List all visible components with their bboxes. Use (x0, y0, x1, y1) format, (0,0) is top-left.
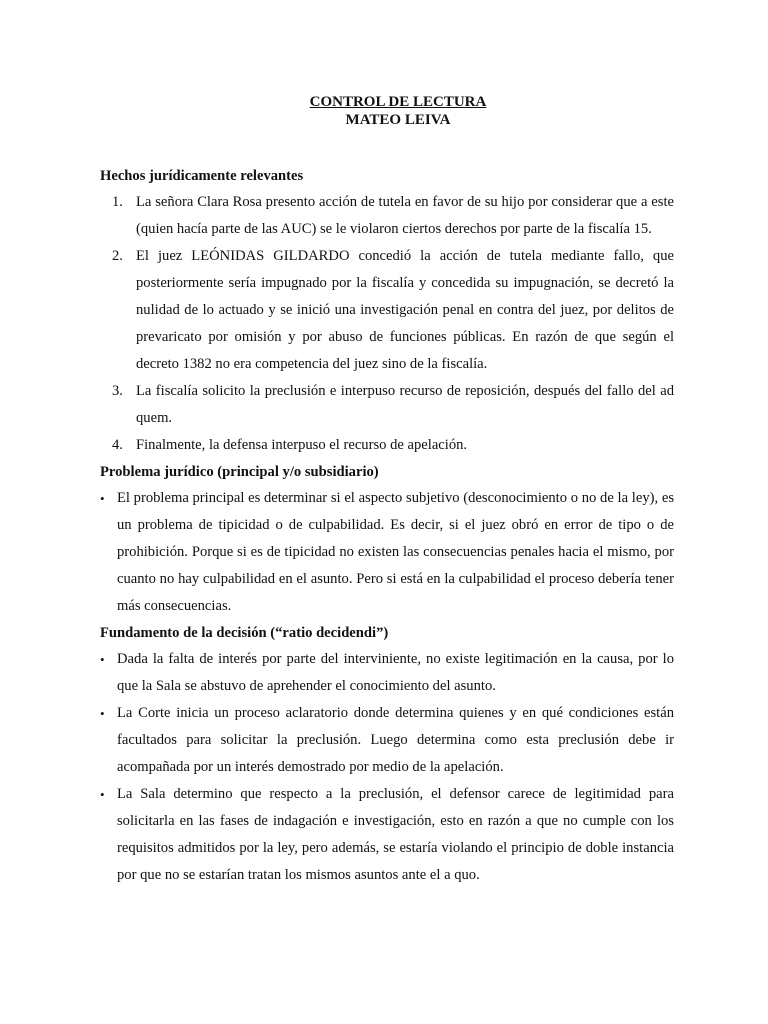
list-item (100, 378, 674, 432)
list-item-text: Dada la falta de interés por parte del interviniente, no existe legitimación en la causa, por lo que la Sala se abstuvo de aprehender el conocimiento del asunto. (117, 651, 674, 694)
list-item (100, 432, 674, 459)
title-line-2: MATEO LEIVA (345, 112, 451, 128)
list-item (100, 189, 674, 243)
bullet-icon: • (100, 652, 105, 667)
section-heading-hechos: Hechos jurídicamente relevantes (100, 168, 304, 184)
list-number: 1. (112, 194, 123, 210)
list-item-text: La Corte inicia un proceso aclaratorio donde determina quienes y en qué condiciones están facultados para solicitar la preclusión. Luego determina como esta preclusión debe ir acompañada por un interés demostrado por medio de la apelación. (117, 705, 674, 775)
document-body (100, 163, 674, 889)
list-item (100, 646, 674, 700)
bullet-icon: • (100, 491, 105, 506)
list-item-text: La fiscalía solicito la preclusión e interpuso recurso de reposición, después del fallo del ad quem. (136, 383, 674, 426)
list-number: 2. (112, 248, 123, 264)
list-item-text: Finalmente, la defensa interpuso el recurso de apelación. (136, 437, 468, 453)
bullet-icon: • (100, 787, 105, 802)
list-item (100, 485, 674, 620)
list-item (100, 243, 674, 378)
list-item-text: La Sala determino que respecto a la preclusión, el defensor carece de legitimidad para solicitarla en las fases de indagación e investigación, esto en razón a que no cumple con los requisitos admitidos por la ley, pero además, se estaría violando el principio de doble instancia por que no se estarían tratan los mismos asuntos ante el a quo. (117, 786, 674, 883)
list-item (100, 700, 674, 781)
document-title (0, 93, 768, 129)
fundamento-list (100, 646, 674, 889)
list-number: 3. (112, 383, 123, 399)
bullet-icon: • (100, 706, 105, 721)
hechos-list (100, 189, 674, 459)
list-item-text: El problema principal es determinar si el aspecto subjetivo (desconocimiento o no de la ley), es un problema de tipicidad o de culpabilidad. Es decir, si el juez obró en error de tipo o de prohibición. Porque si es de tipicidad no existen las consecuencias penales hacia el mismo, por cuanto no hay culpabilidad en el asunto. Pero si está en la culpabilidad el proceso debería tener más consecuencias. (117, 490, 674, 614)
list-item-text: El juez LEÓNIDAS GILDARDO concedió la acción de tutela mediante fallo, que posteriormente sería impugnado por la fiscalía y concedida su impugnación, se decretó la nulidad de lo actuado y se inició una investigación penal en contra del juez, por delitos de prevaricato por omisión y por abuso de funciones públicas. En razón de que según el decreto 1382 no era competencia del juez sino de la fiscalía. (136, 248, 674, 372)
section-heading-problema: Problema jurídico (principal y/o subsidiario) (100, 464, 379, 480)
list-item-text: La señora Clara Rosa presento acción de tutela en favor de su hijo por considerar que a este (quien hacía parte de las AUC) se le violaron ciertos derechos por parte de la fiscalía 15. (136, 194, 674, 237)
problema-list (100, 485, 674, 620)
section-heading-fundamento: Fundamento de la decisión (“ratio decidendi”) (100, 625, 389, 641)
list-item (100, 781, 674, 889)
list-number: 4. (112, 437, 123, 453)
title-line-1: CONTROL DE LECTURA (309, 94, 487, 110)
